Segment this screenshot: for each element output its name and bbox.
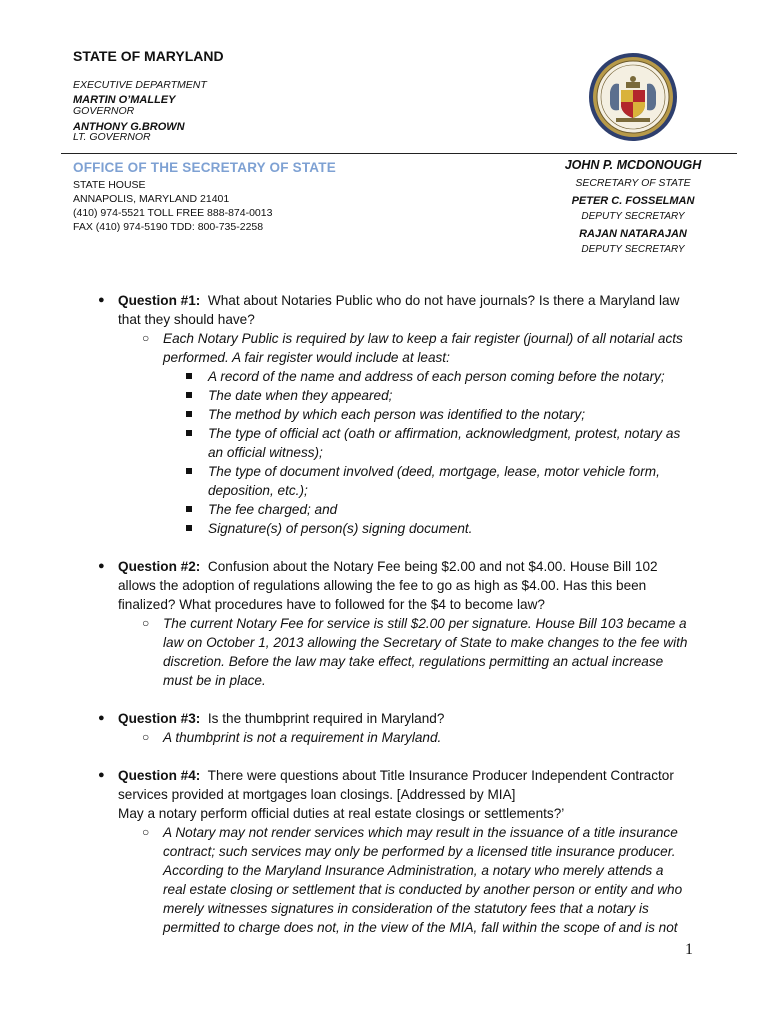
address-line: STATE HOUSE — [73, 179, 146, 191]
list-item — [118, 424, 714, 462]
answer-line: real estate closing or settlement that is conducted by another person or entity and who — [163, 882, 683, 897]
lt-governor-name: ANTHONY G.BROWN — [73, 121, 185, 133]
answer-line: performed. A fair register would include at least: — [163, 350, 450, 365]
square-bullet-icon — [186, 373, 192, 379]
square-bullet-icon — [186, 506, 192, 512]
department-label: EXECUTIVE DEPARTMENT — [73, 79, 207, 91]
question-line: finalized? What procedures have to followed for the $4 to become law? — [118, 597, 545, 612]
answer-line: contract; such services may only be performed by a licensed title insurance producer. — [163, 844, 676, 859]
answer-line: law on October 1, 2013 allowing the Secretary of State to make changes to the fee with — [163, 635, 688, 650]
governor-title: GOVERNOR — [73, 105, 135, 117]
maryland-seal-icon — [588, 52, 678, 142]
circle-bullet-icon: ○ — [142, 331, 150, 345]
bullet-icon: ● — [98, 769, 105, 781]
question-line: What about Notaries Public who do not have journals? Is there a Maryland law — [207, 293, 680, 308]
question-line: Is the thumbprint required in Maryland? — [207, 711, 445, 726]
question-label: Question #2: — [118, 559, 201, 574]
office-title: OFFICE OF THE SECRETARY OF STATE — [73, 160, 336, 175]
list-item — [118, 519, 714, 538]
question-label: Question #1: — [118, 293, 201, 308]
question-line: There were questions about Title Insurance Producer Independent Contractor — [207, 768, 674, 783]
list-item-text: The fee charged; and — [208, 502, 338, 517]
deputy-secretary-name: RAJAN NATARAJAN — [579, 228, 687, 240]
answer — [118, 823, 714, 937]
question-label: Question #3: — [118, 711, 201, 726]
answer-line: discretion. Before the law may take effect, regulations permitting an actual increase — [163, 654, 664, 669]
header-divider — [61, 153, 737, 154]
question-line: allows the adoption of regulations allowing the fee to go as high as $4.00. Has this been — [118, 578, 647, 593]
list-item — [118, 405, 714, 424]
answer-line: A thumbprint is not a requirement in Maryland. — [163, 730, 442, 745]
list-item-text: The date when they appeared; — [208, 388, 393, 403]
list-item-text: The type of document involved (deed, mortgage, lease, motor vehicle form, — [208, 464, 660, 479]
answer-line: Each Notary Public is required by law to keep a fair register (journal) of all notarial acts — [163, 331, 683, 346]
bullet-icon: ● — [98, 560, 105, 572]
list-item — [118, 386, 714, 405]
question-text — [118, 709, 714, 728]
governor-name: MARTIN O’MALLEY — [73, 94, 176, 106]
question-line: that they should have? — [118, 312, 255, 327]
answer-line: A Notary may not render services which may result in the issuance of a title insurance — [163, 825, 678, 840]
list-item-text: A record of the name and address of each person coming before the notary; — [208, 369, 665, 384]
answer-line: permitted to charge does not, in the view of the MIA, fall within the scope of and is not — [163, 920, 678, 935]
circle-bullet-icon: ○ — [142, 616, 150, 630]
answer — [118, 614, 714, 690]
circle-bullet-icon: ○ — [142, 825, 150, 839]
state-heading: STATE OF MARYLAND — [73, 48, 224, 64]
question-line: May a notary perform official duties at real estate closings or settlements?’ — [118, 806, 565, 821]
answer — [118, 329, 714, 367]
list-item — [118, 462, 714, 500]
question-text — [118, 557, 714, 576]
deputy-secretary-name: PETER C. FOSSELMAN — [571, 195, 695, 207]
list-item — [118, 500, 714, 519]
square-bullet-icon — [186, 468, 192, 474]
deputy-secretary-title: DEPUTY SECRETARY — [581, 211, 685, 222]
question-block — [84, 709, 714, 747]
bullet-icon: ● — [98, 294, 105, 306]
circle-bullet-icon: ○ — [142, 730, 150, 744]
lt-governor-title: LT. GOVERNOR — [73, 131, 151, 143]
answer — [118, 728, 714, 747]
square-bullet-icon — [186, 525, 192, 531]
list-item — [118, 367, 714, 386]
list-item-text: The method by which each person was identified to the notary; — [208, 407, 586, 422]
question-text — [118, 766, 714, 785]
address-line: FAX (410) 974-5190 TDD: 800-735-2258 — [73, 221, 264, 233]
question-block — [84, 766, 714, 937]
square-bullet-icon — [186, 430, 192, 436]
question-block — [84, 291, 714, 538]
list-item-text: an official witness); — [208, 445, 323, 460]
list-item-text: Signature(s) of person(s) signing document. — [208, 521, 473, 536]
secretary-title: SECRETARY OF STATE — [575, 177, 691, 189]
bullet-icon: ● — [98, 712, 105, 724]
question-line: Confusion about the Notary Fee being $2.00 and not $4.00. House Bill 102 — [207, 559, 658, 574]
page-number: 1 — [685, 941, 693, 958]
secretary-name: JOHN P. MCDONOUGH — [564, 158, 702, 172]
answer-line: According to the Maryland Insurance Administration, a notary who merely attends a — [163, 863, 664, 878]
officials-list — [540, 158, 726, 172]
square-bullet-icon — [186, 392, 192, 398]
document-body — [84, 291, 714, 956]
question-block — [84, 557, 714, 690]
address-line: ANNAPOLIS, MARYLAND 21401 — [73, 193, 230, 205]
answer-line: merely witnesses signatures in consideration of the statutory fees that a notary is — [163, 901, 649, 916]
list-item-text: The type of official act (oath or affirmation, acknowledgment, protest, notary as — [208, 426, 681, 441]
address-line: (410) 974-5521 TOLL FREE 888-874-0013 — [73, 207, 273, 219]
square-bullet-icon — [186, 411, 192, 417]
answer-line: must be in place. — [163, 673, 266, 688]
question-line: services provided at mortgages loan closings. [Addressed by MIA] — [118, 787, 516, 802]
question-label: Question #4: — [118, 768, 201, 783]
list-item-text: deposition, etc.); — [208, 483, 308, 498]
deputy-secretary-title: DEPUTY SECRETARY — [581, 244, 685, 255]
question-text — [118, 291, 714, 310]
answer-line: The current Notary Fee for service is still $2.00 per signature. House Bill 103 became a — [163, 616, 687, 631]
